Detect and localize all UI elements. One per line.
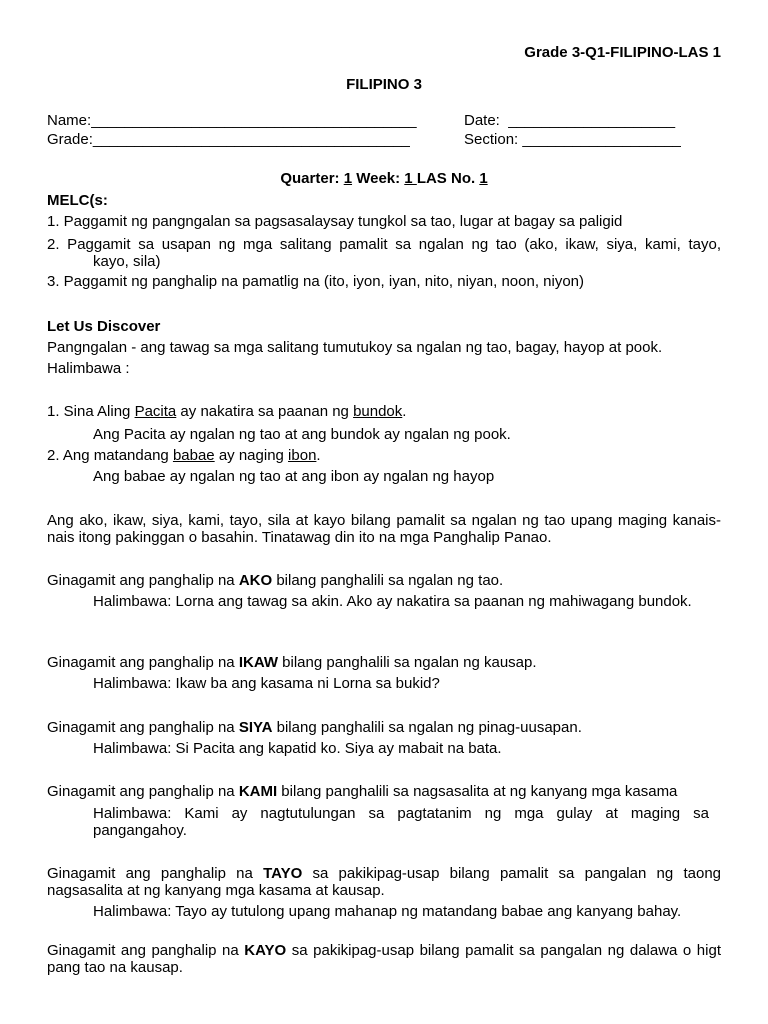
panghalip-panao-paragraph: Ang ako, ikaw, siya, kami, tayo, sila at kayo bilang pamalit sa ngalan ng tao upang maging kanais-nais itong pakinggan o basahin. Tinatawag din ito na mga Panghalip Panao.: [47, 512, 721, 546]
section-blank: ___________________: [522, 131, 681, 148]
example-note-1: Ang Pacita ay ngalan ng tao at ang bundok ay ngalan ng pook.: [93, 426, 511, 443]
pronoun-usage-ako: Ginagamit ang panghalip na AKO bilang panghalili sa ngalan ng tao.: [47, 572, 504, 589]
melc-item: 3. Paggamit ng panghalip na pamatlig na (ito, iyon, iyan, nito, niyan, noon, niyon): [47, 273, 585, 290]
pronoun-example-siya: Halimbawa: Si Pacita ang kapatid ko. Siya ay mabait na bata.: [93, 740, 502, 757]
pronoun-usage-kami: Ginagamit ang panghalip na KAMI bilang panghalili sa nagsasalita at ng kanyang mga kasama: [47, 783, 678, 800]
pronoun-word: KAMI: [238, 783, 278, 800]
example-note-2: Ang babae ay ngalan ng tao at ang ibon ay ngalan ng hayop: [93, 468, 495, 485]
name-blank: _______________________________________: [91, 112, 417, 129]
pronoun-word: IKAW: [238, 654, 278, 671]
grade-field[interactable]: [47, 131, 410, 148]
name-field[interactable]: [47, 112, 417, 129]
quarter-line: [47, 170, 721, 187]
noun-definition: Pangngalan - ang tawag sa mga salitang tumutukoy sa ngalan ng tao, bagay, hayop at pook.: [47, 339, 663, 356]
date-blank: ____________________: [508, 112, 676, 129]
section-label: Section:: [464, 131, 519, 148]
underlined-noun: ibon: [288, 447, 317, 464]
name-label: Name:: [47, 112, 92, 129]
section-heading: Let Us Discover: [47, 318, 161, 335]
section-field[interactable]: [464, 131, 681, 148]
pronoun-example-ikaw: Halimbawa: Ikaw ba ang kasama ni Lorna sa bukid?: [93, 675, 440, 692]
melc-item-continued: kayo, sila): [93, 253, 161, 270]
melc-heading: MELC(s:: [47, 192, 108, 209]
pronoun-word: AKO: [238, 572, 273, 589]
quarter-number: 1: [343, 170, 353, 187]
pronoun-usage-tayo: Ginagamit ang panghalip na TAYO sa pakikipag-usap bilang pamalit sa pangalan ng taong nagsasalita at ng kanyang mga kasama at kausap.: [47, 865, 722, 899]
example-sentence-2: 2. Ang matandang babae ay naging ibon.: [47, 447, 321, 464]
melc-item: 1. Paggamit ng pangngalan sa pagsasalaysay tungkol sa tao, lugar at bagay sa paligid: [47, 213, 623, 230]
underlined-noun: bundok: [353, 403, 403, 420]
quarter-label: Quarter:: [280, 170, 344, 187]
week-number: 1: [404, 170, 417, 187]
pronoun-example-kami: Halimbawa: Kami ay nagtutulungan sa pagtatanim ng mga gulay at maging sa pangangahoy.: [93, 805, 709, 839]
pronoun-usage-ikaw: Ginagamit ang panghalip na IKAW bilang panghalili sa ngalan ng kausap.: [47, 654, 537, 671]
page-title: FILIPINO 3: [346, 76, 422, 93]
example-sentence-1: 1. Sina Aling Pacita ay nakatira sa paanan ng bundok.: [47, 403, 407, 420]
las-label: LAS No.: [416, 170, 480, 187]
document-code: Grade 3-Q1-FILIPINO-LAS 1: [524, 44, 721, 61]
pronoun-word: SIYA: [238, 719, 273, 736]
date-field[interactable]: [464, 112, 675, 129]
week-label: Week:: [352, 170, 405, 187]
pronoun-example-ako: Halimbawa: Lorna ang tawag sa akin. Ako ay nakatira sa paanan ng mahiwagang bundok.: [93, 593, 692, 610]
pronoun-word: TAYO: [263, 865, 303, 882]
las-number: 1: [479, 170, 488, 187]
pronoun-example-tayo: Halimbawa: Tayo ay tutulong upang mahanap ng matandang babae ang kanyang bahay.: [93, 903, 682, 920]
date-label: Date:: [464, 112, 500, 129]
pronoun-word: KAYO: [244, 942, 287, 959]
grade-label: Grade:: [47, 131, 93, 148]
melc-item: 2. Paggamit sa usapan ng mga salitang pamalit sa ngalan ng tao (ako, ikaw, siya, kami, tayo,: [47, 236, 721, 253]
pronoun-usage-siya: Ginagamit ang panghalip na SIYA bilang panghalili sa ngalan ng pinag-uusapan.: [47, 719, 582, 736]
grade-blank: ______________________________________: [92, 131, 410, 148]
underlined-noun: Pacita: [134, 403, 177, 420]
underlined-noun: babae: [172, 447, 215, 464]
example-label: Halimbawa :: [47, 360, 130, 377]
pronoun-usage-kayo: Ginagamit ang panghalip na KAYO sa pakikipag-usap bilang pamalit sa pangalan ng dalawa o higt pang tao na kausap.: [47, 942, 721, 976]
